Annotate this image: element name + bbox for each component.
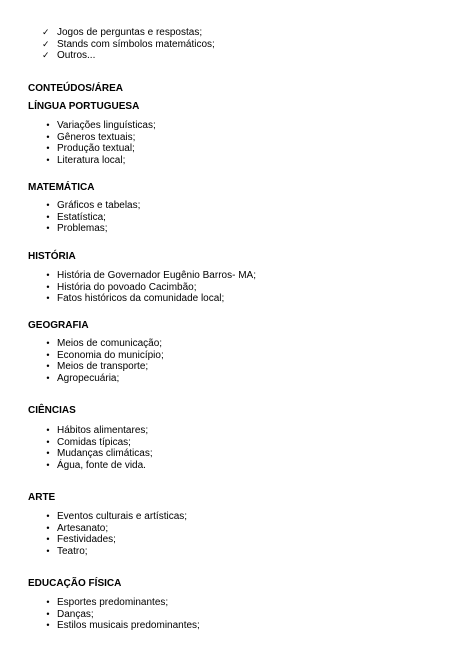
list-item: • Agropecuária; [0,373,474,385]
list-item: • Teatro; [0,546,474,558]
bullet-icon [44,620,52,632]
section-heading-matematica: MATEMÁTICA [28,182,95,193]
bullet-icon [44,609,52,621]
list-matematica [0,200,474,235]
list-item: • Estatística; [0,212,474,224]
list-item: • Gêneros textuais; [0,132,474,144]
bullet-icon [44,200,52,212]
intro-checklist [0,27,474,62]
bullet-icon [44,120,52,132]
list-item: • Problemas; [0,223,474,235]
list-item: • Hábitos alimentares; [0,425,474,437]
bullet-icon [44,437,52,449]
list-educacao-fisica [0,597,474,632]
list-item: • Danças; [0,609,474,621]
section-heading-educacao-fisica: EDUCAÇÃO FÍSICA [28,578,122,589]
section-heading-historia: HISTÓRIA [28,251,76,262]
bullet-icon [44,534,52,546]
checkmark-icon: ✓ [42,38,50,49]
list-item: ✓ Outros... [42,50,96,61]
list-item: • Gráficos e tabelas; [0,200,474,212]
bullet-icon [44,338,52,350]
list-item: • Esportes predominantes; [0,597,474,609]
list-item: • Meios de comunicação; [0,338,474,350]
bullet-icon [44,460,52,472]
bullet-icon [44,361,52,373]
list-item: • Estilos musicais predominantes; [0,620,474,632]
bullet-icon [44,546,52,558]
bullet-icon [44,132,52,144]
bullet-icon [44,270,52,282]
list-lingua [0,120,474,166]
list-item: • Economia do município; [0,350,474,362]
list-historia [0,270,474,305]
section-heading-conteudos: CONTEÚDOS/ÁREA [28,83,124,94]
list-item: • Comidas típicas; [0,437,474,449]
list-item: • Eventos culturais e artísticas; [0,511,474,523]
bullet-icon [44,425,52,437]
list-item: • História do povoado Cacimbão; [0,282,474,294]
list-item: • Variações linguísticas; [0,120,474,132]
bullet-icon [44,155,52,167]
list-item: • História de Governador Eugênio Barros- MA; [0,270,474,282]
section-heading-arte: ARTE [28,492,56,503]
section-heading-geografia: GEOGRAFIA [28,320,89,331]
bullet-icon [44,511,52,523]
list-item: ✓ Jogos de perguntas e respostas; [42,27,203,38]
list-geografia [0,338,474,384]
list-item: • Artesanato; [0,523,474,535]
bullet-icon [44,597,52,609]
bullet-icon [44,282,52,294]
checkmark-icon: ✓ [42,50,50,60]
list-item: • Produção textual; [0,143,474,155]
bullet-icon [44,350,52,362]
bullet-icon [44,223,52,235]
bullet-icon [44,293,52,305]
list-arte [0,511,474,557]
list-item: • Festividades; [0,534,474,546]
checkmark-icon: ✓ [42,27,50,37]
list-item: • Literatura local; [0,155,474,167]
bullet-icon [44,523,52,535]
list-item: • Meios de transporte; [0,361,474,373]
list-item: • Mudanças climáticas; [0,448,474,460]
list-item: • Água, fonte de vida. [0,460,474,472]
list-item: • Fatos históricos da comunidade local; [0,293,474,305]
bullet-icon [44,143,52,155]
list-item: ✓ Stands com símbolos matemáticos; [42,38,215,50]
section-heading-lingua: LÍNGUA PORTUGUESA [28,101,140,112]
section-heading-ciencias: CIÊNCIAS [28,405,76,416]
bullet-icon [44,448,52,460]
list-ciencias [0,425,474,471]
bullet-icon [44,373,52,385]
bullet-icon [44,212,52,224]
